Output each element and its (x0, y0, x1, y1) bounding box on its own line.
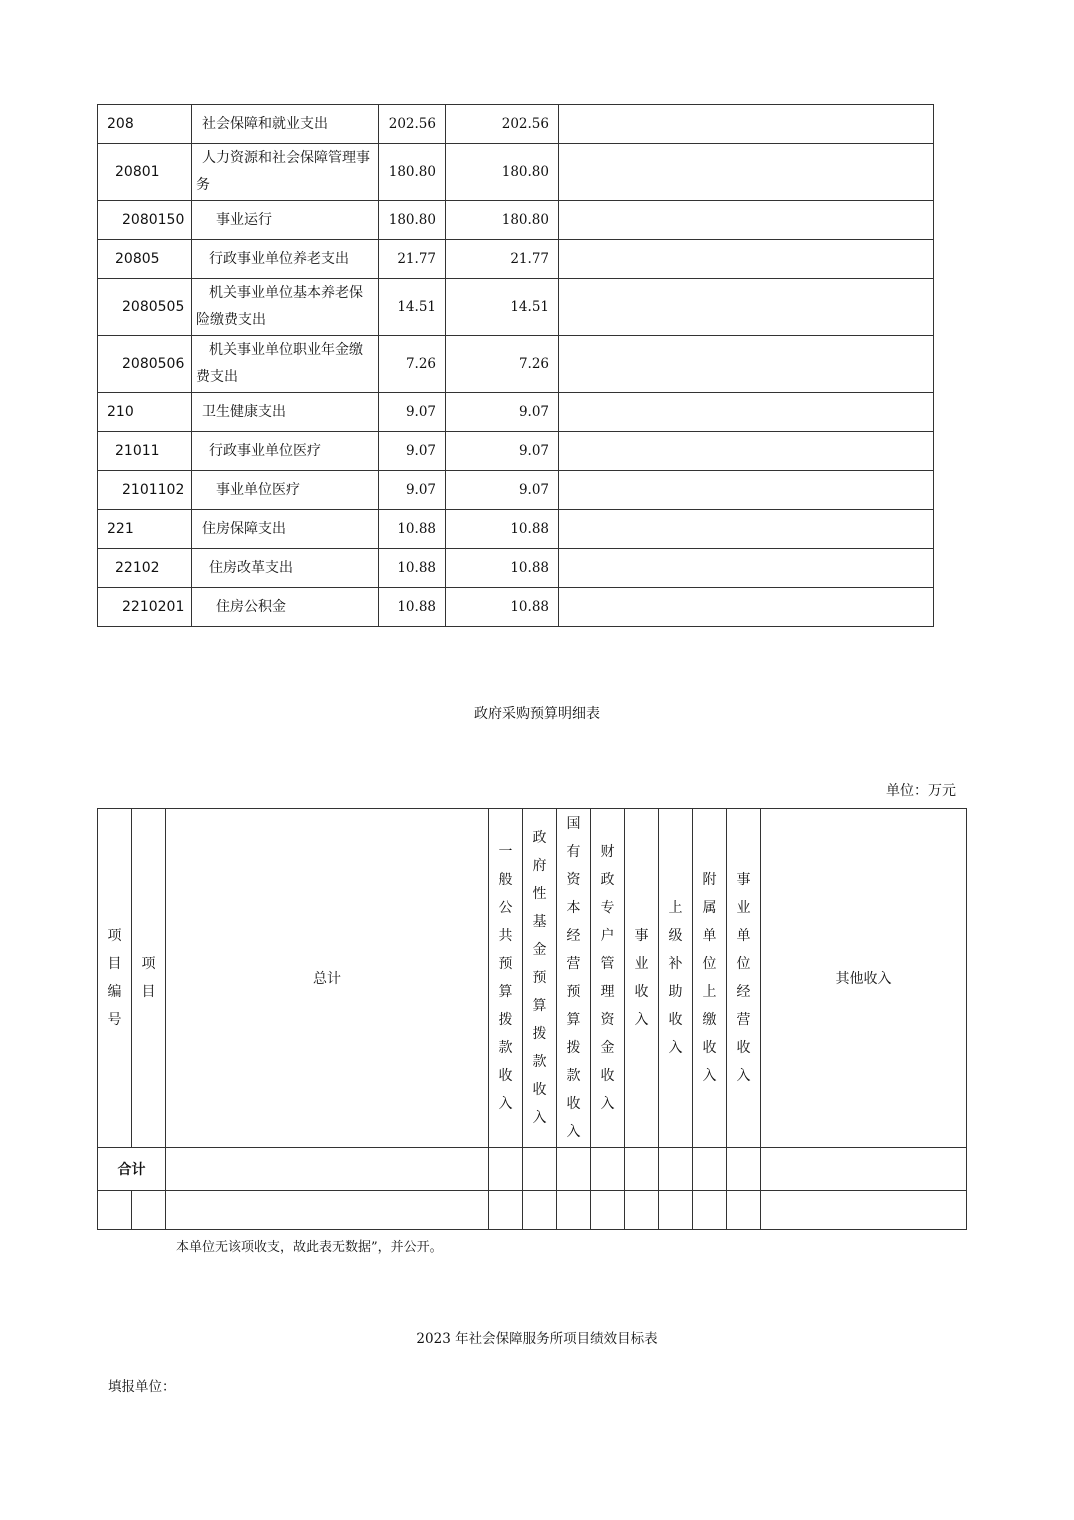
table-row (98, 1191, 967, 1230)
budget-amount: 9.07 (379, 393, 446, 432)
budget-amount: 10.88 (379, 510, 446, 549)
table-row (98, 201, 934, 240)
budget-amount-basic: 9.07 (446, 432, 559, 471)
budget-code: 20801 (98, 144, 192, 201)
budget-code: 210 (98, 393, 192, 432)
table-row (98, 144, 934, 201)
budget-code: 20805 (98, 240, 192, 279)
header-project-no: 项目编号 (98, 809, 132, 1148)
budget-amount-basic: 21.77 (446, 240, 559, 279)
budget-amount-project (559, 105, 934, 144)
cell (132, 1191, 166, 1230)
budget-amount: 9.07 (379, 432, 446, 471)
budget-name: 住房公积金 (192, 588, 379, 627)
budget-table (97, 104, 934, 627)
header-affiliated-payment: 附属单位上缴收入 (693, 809, 727, 1148)
budget-amount-project (559, 336, 934, 393)
procurement-table (97, 808, 967, 1230)
table-row (98, 549, 934, 588)
budget-amount-project (559, 471, 934, 510)
budget-amount-project (559, 201, 934, 240)
budget-amount: 180.80 (379, 201, 446, 240)
budget-name: 机关事业单位职业年金缴费支出 (192, 336, 379, 393)
budget-code: 2080505 (98, 279, 192, 336)
budget-amount-basic: 180.80 (446, 144, 559, 201)
budget-code: 221 (98, 510, 192, 549)
budget-amount-basic: 9.07 (446, 393, 559, 432)
cell (625, 1148, 659, 1191)
budget-amount: 10.88 (379, 549, 446, 588)
cell (625, 1191, 659, 1230)
budget-code: 21011 (98, 432, 192, 471)
table-row (98, 588, 934, 627)
cell (761, 1148, 967, 1191)
budget-name: 行政事业单位医疗 (192, 432, 379, 471)
cell (523, 1191, 557, 1230)
no-data-note: 本单位无该项收支，故此表无数据”，并公开。 (176, 1240, 443, 1255)
cell (98, 1191, 132, 1230)
header-project: 项目 (132, 809, 166, 1148)
table-row (98, 432, 934, 471)
table-row (98, 336, 934, 393)
budget-amount-project (559, 432, 934, 471)
budget-amount-basic: 9.07 (446, 471, 559, 510)
cell (489, 1191, 523, 1230)
unit-label: 单位：万元 (886, 783, 956, 799)
table-row (98, 279, 934, 336)
table-row (98, 471, 934, 510)
budget-amount-project (559, 588, 934, 627)
cell (693, 1191, 727, 1230)
cell (557, 1191, 591, 1230)
budget-amount-basic: 10.88 (446, 510, 559, 549)
budget-amount: 9.07 (379, 471, 446, 510)
budget-name: 卫生健康支出 (192, 393, 379, 432)
performance-title: 2023 年社会保障服务所项目绩效目标表 (416, 1331, 658, 1347)
budget-amount-project (559, 279, 934, 336)
budget-amount-basic: 14.51 (446, 279, 559, 336)
cell (166, 1148, 489, 1191)
header-general-budget: 一般公共预算拨款收入 (489, 809, 523, 1148)
budget-amount-basic: 180.80 (446, 201, 559, 240)
budget-code: 2080150 (98, 201, 192, 240)
sum-row (98, 1148, 967, 1191)
budget-name: 住房保障支出 (192, 510, 379, 549)
budget-name: 人力资源和社会保障管理事务 (192, 144, 379, 201)
header-operating-income: 事业单位经营收入 (727, 809, 761, 1148)
budget-name: 事业单位医疗 (192, 471, 379, 510)
budget-amount-project (559, 240, 934, 279)
budget-code: 208 (98, 105, 192, 144)
cell (591, 1148, 625, 1191)
table-row (98, 510, 934, 549)
header-total: 总计 (166, 809, 489, 1148)
budget-amount: 180.80 (379, 144, 446, 201)
cell (591, 1191, 625, 1230)
budget-name: 事业运行 (192, 201, 379, 240)
budget-amount-project (559, 510, 934, 549)
cell (659, 1148, 693, 1191)
budget-amount-basic: 7.26 (446, 336, 559, 393)
budget-amount-basic: 10.88 (446, 588, 559, 627)
cell (727, 1191, 761, 1230)
budget-code: 2210201 (98, 588, 192, 627)
header-gov-fund: 政府性基金预算拨款收入 (523, 809, 557, 1148)
header-superior-subsidy: 上级补助收入 (659, 809, 693, 1148)
cell (166, 1191, 489, 1230)
cell (489, 1148, 523, 1191)
table-row (98, 393, 934, 432)
budget-amount: 14.51 (379, 279, 446, 336)
budget-amount: 7.26 (379, 336, 446, 393)
cell (523, 1148, 557, 1191)
budget-name: 机关事业单位基本养老保险缴费支出 (192, 279, 379, 336)
header-row (98, 809, 967, 1148)
budget-amount: 21.77 (379, 240, 446, 279)
budget-name: 社会保障和就业支出 (192, 105, 379, 144)
fill-unit-label: 填报单位： (108, 1379, 176, 1395)
budget-amount-basic: 202.56 (446, 105, 559, 144)
cell (693, 1148, 727, 1191)
table-row (98, 105, 934, 144)
procurement-title: 政府采购预算明细表 (474, 706, 600, 722)
header-business-income: 事业收入 (625, 809, 659, 1148)
cell (727, 1148, 761, 1191)
cell (659, 1191, 693, 1230)
header-other-income: 其他收入 (761, 809, 967, 1148)
cell (761, 1191, 967, 1230)
budget-name: 行政事业单位养老支出 (192, 240, 379, 279)
budget-amount-basic: 10.88 (446, 549, 559, 588)
budget-amount-project (559, 549, 934, 588)
budget-amount-project (559, 393, 934, 432)
budget-amount-project (559, 144, 934, 201)
table-row (98, 240, 934, 279)
header-state-capital: 国有资本经营预算拨款收入 (557, 809, 591, 1148)
sum-label: 合计 (98, 1148, 166, 1191)
budget-name: 住房改革支出 (192, 549, 379, 588)
budget-amount: 10.88 (379, 588, 446, 627)
budget-code: 2101102 (98, 471, 192, 510)
budget-code: 22102 (98, 549, 192, 588)
header-special-account: 财政专户管理资金收入 (591, 809, 625, 1148)
budget-amount: 202.56 (379, 105, 446, 144)
budget-code: 2080506 (98, 336, 192, 393)
cell (557, 1148, 591, 1191)
